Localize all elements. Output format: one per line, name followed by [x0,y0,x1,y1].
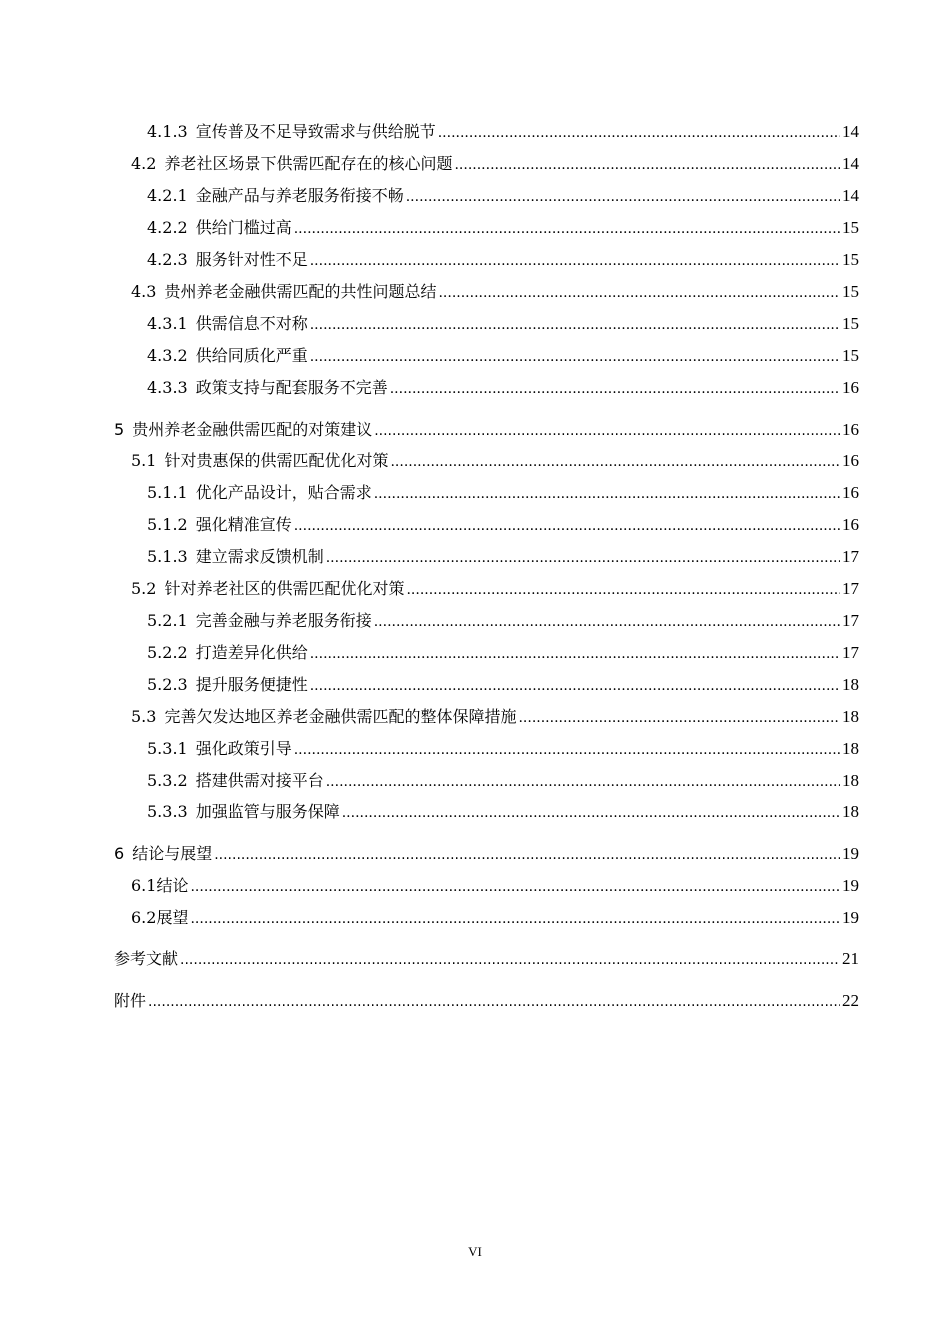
toc-number: 4.3.2 [147,346,188,365]
toc-entry[interactable] [147,737,859,761]
toc-leader-dots [406,185,840,209]
toc-leader-dots [310,249,840,273]
toc-page-number: 19 [842,876,859,895]
toc-title: 优化产品设计，贴合需求 [195,483,372,502]
toc-page-number: 21 [842,949,859,968]
toc-entry[interactable] [131,874,859,898]
toc-entry[interactable] [131,280,859,304]
toc-number: 4.2.1 [147,186,188,205]
toc-entry[interactable] [147,344,859,368]
toc-number: 4.3 [131,282,157,301]
toc-page-number: 15 [842,314,859,333]
toc-leader-dots [310,674,840,698]
toc-leader-dots [454,153,840,177]
toc-chapter-entry[interactable] [114,842,859,866]
toc-number: 5.2.3 [147,675,188,694]
toc-title: 参考文献 [114,949,179,968]
toc-entry[interactable] [147,769,859,793]
toc-number: 5 [114,420,125,439]
toc-chapter-entry[interactable] [114,947,859,971]
toc-title: 完善金融与养老服务衔接 [195,611,372,630]
toc-leader-dots [190,907,840,931]
toc-entry[interactable] [131,577,859,601]
toc-page-number: 17 [842,579,859,598]
toc-title: 结论 [156,876,189,895]
toc-page-number: 17 [842,547,859,566]
toc-leader-dots [148,990,840,1014]
toc-page-number: 15 [842,282,859,301]
toc-entry[interactable] [147,120,859,144]
toc-title: 完善欠发达地区养老金融供需匹配的整体保障措施 [164,707,517,726]
toc-page-number: 16 [842,378,859,397]
toc-leader-dots [326,546,840,570]
toc-entry[interactable] [147,184,859,208]
toc-page-number: 15 [842,346,859,365]
toc-entry[interactable] [147,800,859,824]
toc-leader-dots [390,377,840,401]
toc-chapter-entry[interactable] [114,989,859,1013]
toc-title: 强化精准宣传 [195,515,292,534]
toc-entry[interactable] [131,152,859,176]
toc-leader-dots [190,875,840,899]
toc-leader-dots [438,281,840,305]
toc-title: 金融产品与养老服务衔接不畅 [195,186,404,205]
toc-entry[interactable] [147,609,859,633]
toc-page-number: 16 [842,451,859,470]
toc-entry[interactable] [147,312,859,336]
toc-number: 5.1 [131,451,157,470]
toc-page-number: 18 [842,771,859,790]
toc-leader-dots [390,450,840,474]
toc-entry[interactable] [131,449,859,473]
toc-title: 养老社区场景下供需匹配存在的核心问题 [164,154,453,173]
toc-page-number: 15 [842,218,859,237]
toc-page-number: 16 [842,483,859,502]
toc-title: 加强监管与服务保障 [195,802,340,821]
toc-page-number: 17 [842,643,859,662]
toc-title: 打造差异化供给 [195,643,308,662]
toc-entry[interactable] [147,216,859,240]
toc-number: 4.3.1 [147,314,188,333]
toc-number: 6.1 [131,876,157,895]
toc-title: 供给门槛过高 [195,218,292,237]
toc-number: 5.2.1 [147,611,188,630]
toc-leader-dots [406,578,840,602]
toc-title: 针对贵惠保的供需匹配优化对策 [164,451,389,470]
toc-number: 5.1.2 [147,515,188,534]
toc-page-number: 19 [842,908,859,927]
toc-number: 4.3.3 [147,378,188,397]
toc-number: 5.1.1 [147,483,188,502]
toc-leader-dots [214,843,840,867]
toc-leader-dots [374,610,840,634]
toc-title: 供给同质化严重 [195,346,308,365]
toc-title: 政策支持与配套服务不完善 [195,378,388,397]
toc-page-number: 15 [842,250,859,269]
toc-page-number: 14 [842,122,859,141]
toc-entry[interactable] [147,376,859,400]
toc-page-number: 18 [842,739,859,758]
toc-page-number: 18 [842,707,859,726]
toc-title: 贵州养老金融供需匹配的共性问题总结 [164,282,437,301]
toc-title: 结论与展望 [132,844,213,863]
toc-leader-dots [518,706,840,730]
toc-leader-dots [310,345,840,369]
toc-title: 提升服务便捷性 [195,675,308,694]
toc-number: 5.2 [131,579,157,598]
toc-chapter-entry[interactable] [114,418,859,442]
toc-number: 5.2.2 [147,643,188,662]
toc-title: 服务针对性不足 [195,250,308,269]
toc-title: 针对养老社区的供需匹配优化对策 [164,579,405,598]
toc-title: 宣传普及不足导致需求与供给脱节 [195,122,436,141]
toc-title: 展望 [156,908,189,927]
toc-leader-dots [342,801,840,825]
toc-number: 5.3.1 [147,739,188,758]
toc-page-number: 16 [842,420,859,439]
toc-entry[interactable] [147,545,859,569]
toc-page-number: 17 [842,611,859,630]
toc-entry[interactable] [147,641,859,665]
toc-title: 附件 [114,991,147,1010]
toc-page-number: 16 [842,515,859,534]
toc-number: 6.2 [131,908,157,927]
toc-leader-dots [374,419,840,443]
toc-title: 贵州养老金融供需匹配的对策建议 [132,420,373,439]
toc-number: 4.2 [131,154,157,173]
toc-number: 5.3.2 [147,771,188,790]
page-footer-number: VI [468,1244,482,1259]
toc-number: 5.1.3 [147,547,188,566]
toc-leader-dots [294,217,840,241]
toc-title: 供需信息不对称 [195,314,308,333]
toc-leader-dots [180,948,840,972]
toc-entry[interactable] [131,705,859,729]
toc-leader-dots [310,642,840,666]
toc-entry[interactable] [147,248,859,272]
toc-title: 强化政策引导 [195,739,292,758]
toc-leader-dots [310,313,840,337]
toc-entry[interactable] [131,906,859,930]
toc-page-number: 14 [842,154,859,173]
toc-page-number: 18 [842,802,859,821]
toc-number: 4.2.3 [147,250,188,269]
toc-number: 5.3.3 [147,802,188,821]
toc-page-number: 18 [842,675,859,694]
toc-title: 搭建供需对接平台 [195,771,324,790]
toc-leader-dots [374,482,840,506]
toc-page-number: 22 [842,991,859,1010]
toc-leader-dots [438,121,840,145]
toc-leader-dots [294,514,840,538]
toc-page-number: 19 [842,844,859,863]
toc-number: 5.3 [131,707,157,726]
toc-entry[interactable] [147,673,859,697]
toc-number: 6 [114,844,125,863]
toc-leader-dots [326,770,840,794]
toc-title: 建立需求反馈机制 [195,547,324,566]
toc-entry[interactable] [147,481,859,505]
toc-page-number: 14 [842,186,859,205]
toc-entry[interactable] [147,513,859,537]
toc-number: 4.1.3 [147,122,188,141]
toc-number: 4.2.2 [147,218,188,237]
toc-leader-dots [294,738,840,762]
